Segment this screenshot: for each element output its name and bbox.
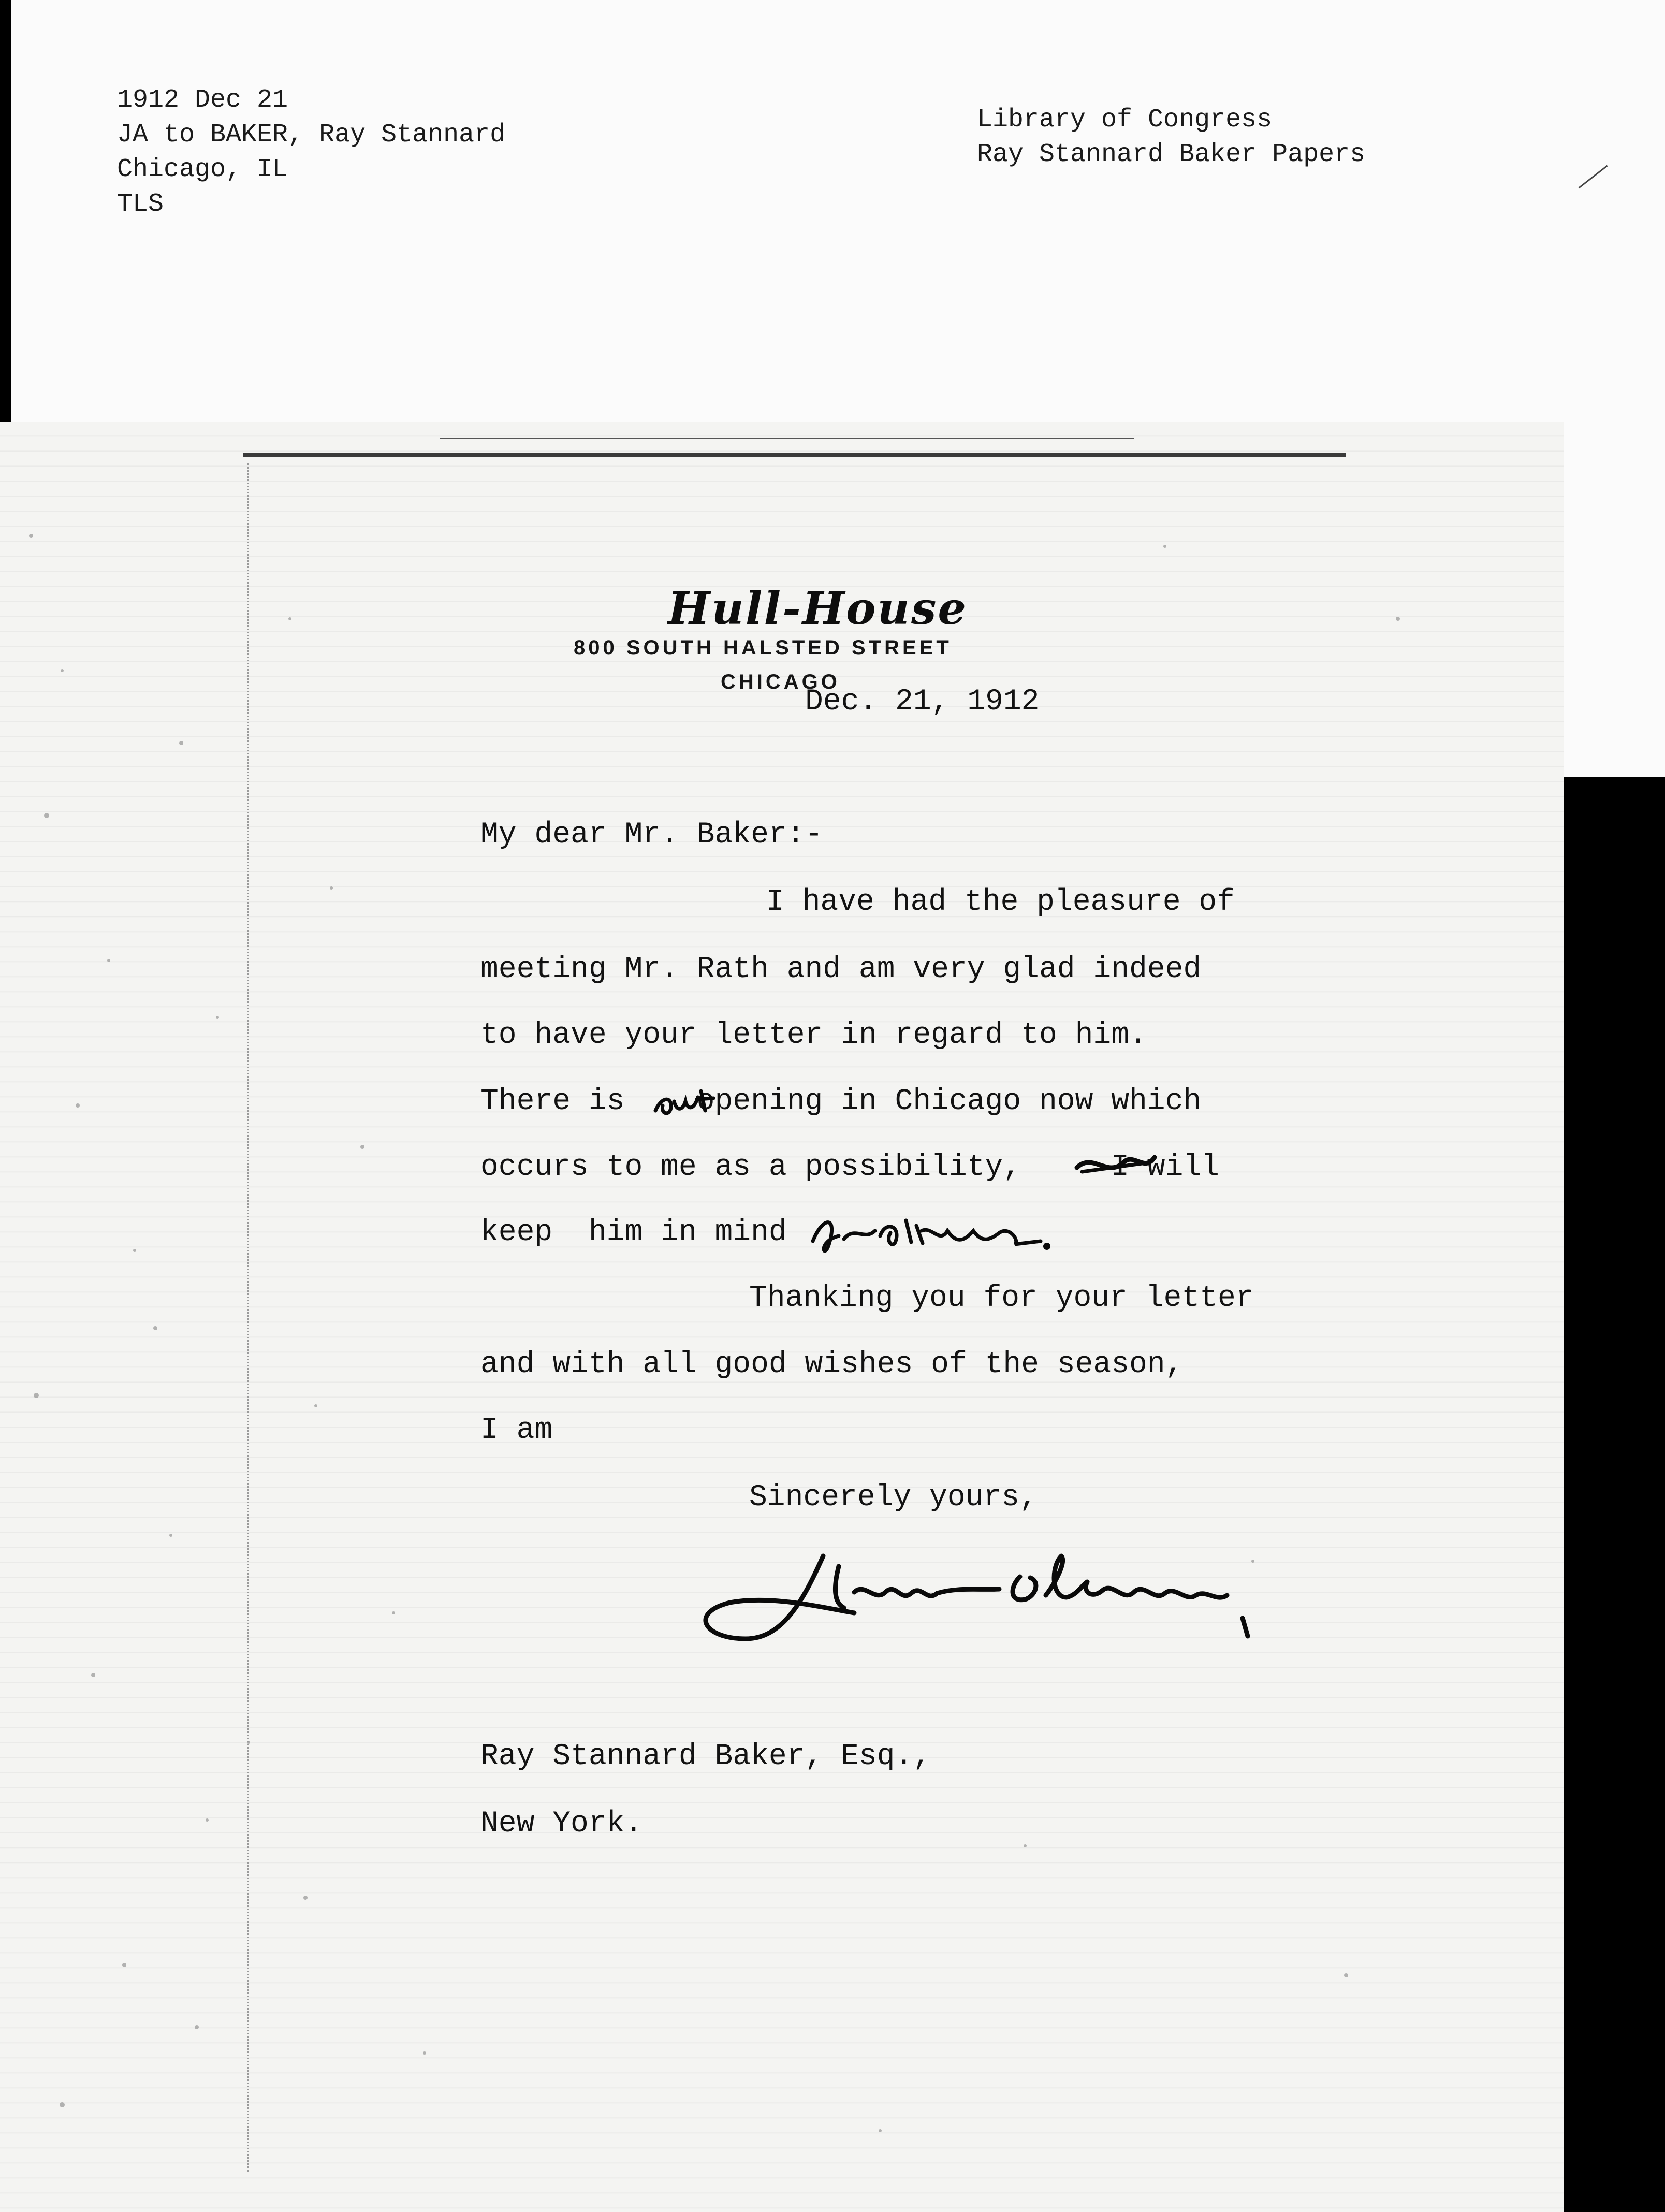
handwritten-strikeout [1072,1147,1160,1183]
letterhead-city: CHICAGO [721,671,840,693]
pencil-mark [1578,165,1608,188]
addressee-city: New York. [480,1807,643,1841]
body-line: to have your letter in regard to him. [480,1018,1147,1052]
body-line: keep him in mind [480,1216,787,1249]
letter-date: Dec. 21, 1912 [805,685,1040,719]
body-line: meeting Mr. Rath and am very glad indeed [480,953,1202,986]
signature [668,1546,1320,1680]
addressee-name: Ray Stannard Baker, Esq., [480,1740,931,1773]
item-source [977,103,1365,172]
salutation: My dear Mr. Baker:- [480,818,823,852]
scan-edge-line [440,438,1134,439]
item-place: Chicago, IL [117,155,288,184]
scanned-letter [0,422,1564,2212]
handwritten-insertion [808,1210,1056,1262]
body-line: and with all good wishes of the season, [480,1348,1184,1381]
scan-margin-line [247,463,251,2172]
scan-edge-rule [243,453,1346,457]
item-document-type: TLS [117,190,164,219]
item-metadata [117,83,505,222]
closing-line: I am [480,1414,553,1447]
body-line: Thanking you for your letter [749,1282,1254,1315]
item-date: 1912 Dec 21 [117,85,288,115]
item-collection: Ray Stannard Baker Papers [977,140,1366,169]
body-line: occurs to me as a possibility, I will [480,1151,1220,1184]
body-line: There is opening in Chicago now which [480,1085,1202,1118]
handwritten-insertion [651,1086,719,1122]
letterhead-street: 800 SOUTH HALSTED STREET [574,636,952,659]
body-line: I have had the pleasure of [766,885,1235,919]
letterhead-name: Hull-House [668,583,968,635]
item-correspondents: JA to BAKER, Ray Stannard [117,120,506,150]
complimentary-close: Sincerely yours, [749,1481,1038,1515]
item-repository: Library of Congress [977,105,1273,135]
